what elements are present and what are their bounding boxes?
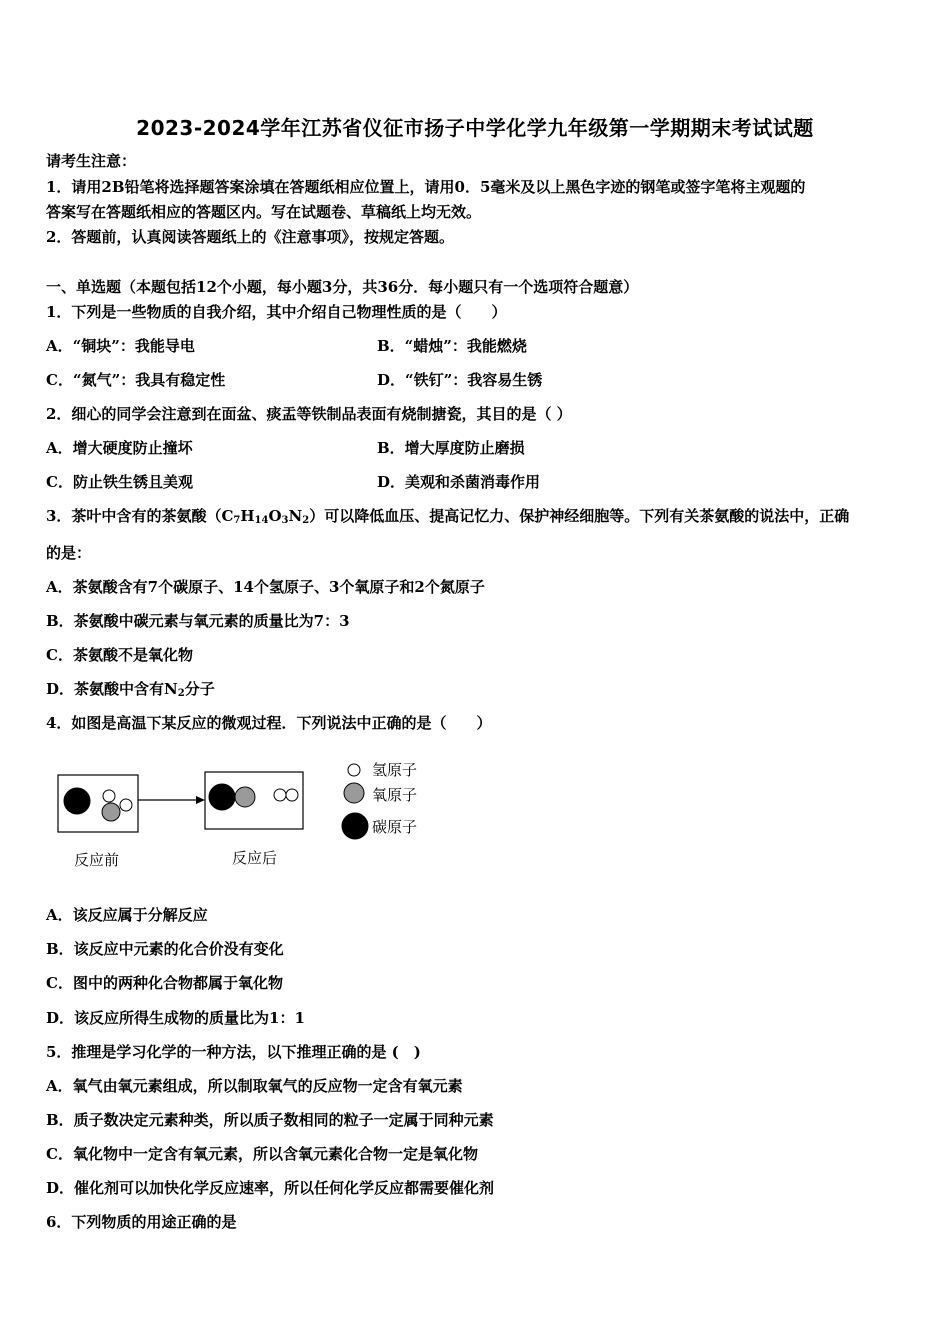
arrow-head	[196, 796, 205, 804]
q2-option-b: B．增大厚度防止磨损	[377, 439, 525, 457]
reaction-diagram	[56, 757, 456, 875]
q5-option-d: D．催化剂可以加快化学反应速率，所以任何化学反应都需要催化剂	[46, 1179, 495, 1197]
page-title: 2023-2024学年江苏省仪征市扬子中学化学九年级第一学期期末考试试题	[136, 116, 814, 140]
q6-stem: 6．下列物质的用途正确的是	[46, 1213, 237, 1231]
hydrogen-atom	[286, 789, 298, 801]
q4-option-b: B．该反应中元素的化合价没有变化	[46, 940, 284, 958]
q5-option-b: B．质子数决定元素种类，所以质子数相同的粒子一定属于同种元素	[46, 1111, 494, 1129]
hydrogen-atom	[120, 799, 132, 811]
notice-heading: 请考生注意：	[46, 152, 137, 170]
legend-oxygen-label: 氧原子	[372, 786, 418, 804]
legend-carbon-icon	[342, 813, 368, 839]
q1-option-c: C．“氮气”：我具有稳定性	[46, 371, 226, 389]
hydrogen-atom	[274, 789, 286, 801]
q3-stem-line-2: 的是：	[46, 544, 92, 562]
q3-option-d: D．茶氨酸中含有$N_2$分子	[46, 680, 215, 699]
q1-option-d: D．“铁钉”：我容易生锈	[377, 371, 543, 389]
q3-option-a: A．茶氨酸含有7个碳原子、14个氢原子、3个氧原子和2个氮原子	[46, 578, 485, 596]
q5-option-c: C．氧化物中一定含有氧元素，所以含氧元素化合物一定是氧化物	[46, 1145, 478, 1163]
section-heading: 一、单选题（本题包括12个小题，每小题3分，共36分．每小题只有一个选项符合题意）	[46, 278, 639, 296]
q3-option-b: B．茶氨酸中碳元素与氧元素的质量比为7：3	[46, 612, 350, 630]
q2-option-a: A．增大硬度防止撞坏	[46, 439, 193, 457]
q4-stem: 4．如图是高温下某反应的微观过程．下列说法中正确的是（ ）	[46, 714, 492, 732]
legend-hydrogen-label: 氢原子	[372, 761, 418, 779]
oxygen-atom	[235, 787, 255, 807]
notice-line-1: 1．请用2B铅笔将选择题答案涂填在答题纸相应位置上，请用0．5毫米及以上黑色字迹的钢笔或签字笔将主观题的	[46, 178, 806, 196]
after-label: 反应后	[232, 849, 278, 867]
notice-line-2: 答案写在答题纸相应的答题区内。写在试题卷、草稿纸上均无效。	[46, 203, 482, 221]
q5-stem: 5．推理是学习化学的一种方法，以下推理正确的是 ( )	[46, 1043, 421, 1061]
oxygen-atom	[102, 803, 120, 821]
before-label: 反应前	[74, 851, 120, 869]
q4-option-a: A．该反应属于分解反应	[46, 906, 208, 924]
q4-option-d: D．该反应所得生成物的质量比为1：1	[46, 1009, 305, 1027]
q1-option-a: A．“铜块”：我能导电	[46, 337, 195, 355]
notice-line-3: 2．答题前，认真阅读答题纸上的《注意事项》，按规定答题。	[46, 228, 454, 246]
q5-option-a: A．氧气由氧元素组成，所以制取氧气的反应物一定含有氧元素	[46, 1077, 463, 1095]
q3-option-c: C．茶氨酸不是氧化物	[46, 646, 193, 664]
legend-oxygen-icon	[344, 783, 364, 803]
q3-stem: 3．茶叶中含有的茶氨酸$(C_7H_{14}O_3N_2)$可以降低血压、提高记忆力、保护神经细胞等。下列有关茶氨酸的说法中，正确	[46, 507, 850, 526]
q2-stem: 2．细心的同学会注意到在面盆、痰盂等铁制品表面有烧制搪瓷，其目的是（ ）	[46, 405, 572, 423]
hydrogen-atom	[103, 790, 115, 802]
legend-carbon-label: 碳原子	[372, 818, 418, 836]
q2-option-c: C．防止铁生锈且美观	[46, 473, 193, 491]
q2-option-d: D．美观和杀菌消毒作用	[377, 473, 541, 491]
carbon-atom	[209, 784, 235, 810]
q1-stem: 1．下列是一些物质的自我介绍，其中介绍自己物理性质的是（ ）	[46, 303, 507, 321]
q4-option-c: C．图中的两种化合物都属于氧化物	[46, 974, 283, 992]
legend-hydrogen-icon	[348, 764, 360, 776]
carbon-atom	[64, 788, 90, 814]
q1-option-b: B．“蜡烛”：我能燃烧	[377, 337, 527, 355]
